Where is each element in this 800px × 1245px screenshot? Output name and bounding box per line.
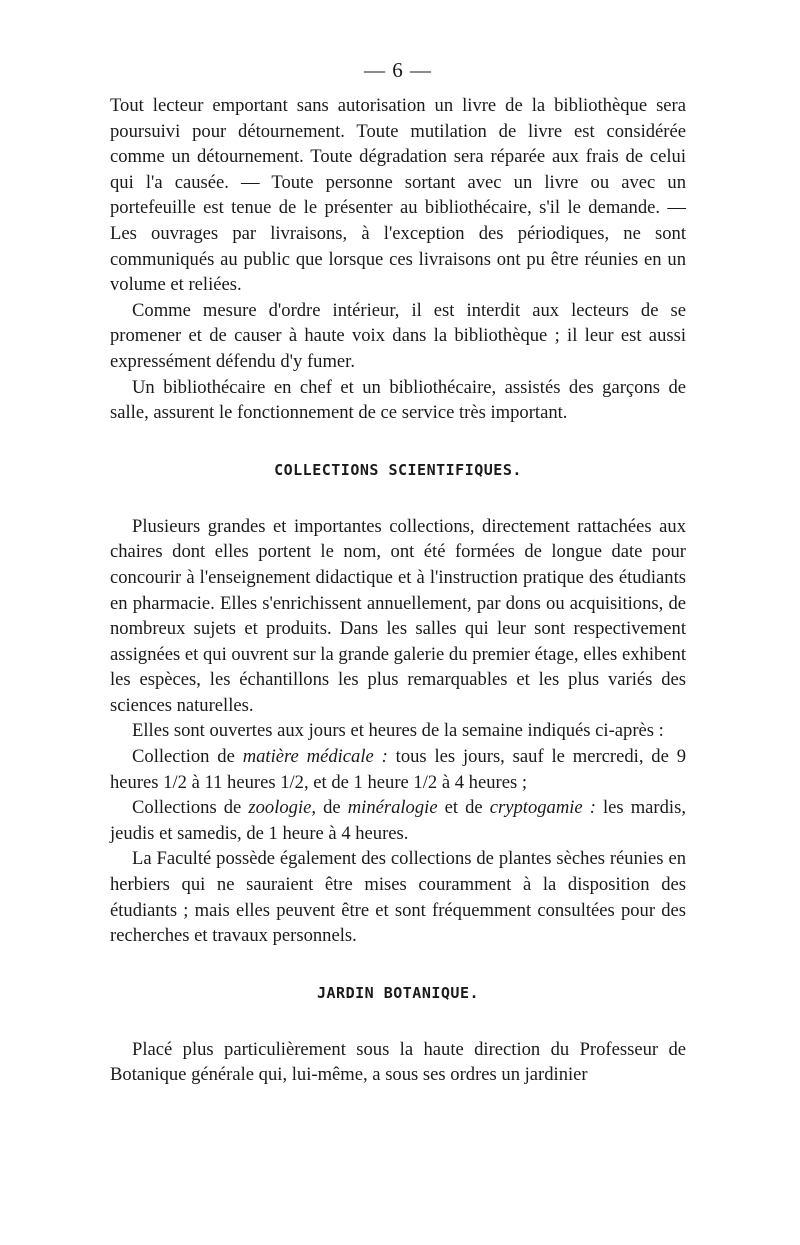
collections-intro-paragraph: Plusieurs grandes et importantes collections, directement rattachées aux chaires dont elles portent le nom, ont été formées de longue date pour concourir à l'enseignement didactique et à l'instruction pratique des étudiants en pharmacie. Elles s'enrichissent annuellement, par dons ou acquisitions, de nombreux sujets et produits. Dans les salles qui leur sont respectivement assignées et qui ouvrent sur la grande galerie du premier étage, elles exhibent les espèces, les échantillons les plus remarquables et les plus variés des sciences naturelles. — [110, 515, 686, 716]
text-run: Collection de — [132, 746, 243, 768]
library-rules-paragraph: Tout lecteur emportant sans autorisation un livre de la bibliothèque sera poursuivi pour détournement. Toute mutilation de livre est considérée comme un détournement. Toute dégradation sera réparée aux frais de celui qui l'a causée. — Toute personne sortant avec un livre ou avec un portefeuille est tenue de le présenter au bibliothécaire, s'il le demande. — Les ouvrages par livraisons, à l'exception des périodiques, ne sont communiqués au public que lorsque ces livraisons ont pu être réunies en un volume et reliées. — [110, 95, 686, 296]
document-page — [110, 58, 686, 1088]
page-number: — 6 — — [364, 58, 432, 82]
collections-herbarium-paragraph: La Faculté possède également des collections de plantes sèches réunies en herbiers qui ne sauraient être mises couramment à la disposition des étudiants ; mais elles peuvent être et sont fréquemment consultées pour des recherches et travaux personnels. — [110, 848, 686, 947]
section-heading-jardin: JARDIN BOTANIQUE. — [316, 983, 480, 1002]
text-run: tous les jours, sauf le mercredi, de 9 heures 1/2 à 11 heures 1/2, et de 1 heure 1/2 à 4 heures ; — [110, 746, 686, 793]
italic-term-cryptogamie: cryptogamie : — [489, 797, 596, 819]
collections-materia-medica-paragraph — [110, 744, 686, 795]
text-run: de — [316, 797, 348, 819]
text-run: et de — [437, 797, 490, 819]
collections-hours-intro-paragraph: Elles sont ouvertes aux jours et heures de la semaine indiqués ci-après : — [132, 720, 664, 742]
jardin-intro-paragraph: Placé plus particulièrement sous la haute direction du Professeur de Botanique générale qui, lui-même, a sous ses ordres un jardinier — [110, 1038, 686, 1086]
text-run: Collections de — [132, 797, 249, 819]
italic-term-mineralogie: minéralogie — [347, 797, 438, 819]
library-conduct-paragraph: Comme mesure d'ordre intérieur, il est interdit aux lecteurs de se promener et de causer à haute voix dans la bibliothèque ; il leur est aussi expressément défendu d'y fumer. — [110, 299, 686, 372]
text-run: les mardis, jeudis et samedis, de 1 heure à 4 heures. — [110, 797, 686, 844]
collections-zoology-paragraph — [110, 795, 686, 846]
italic-term-matiere-medicale: matière médicale : — [242, 746, 388, 768]
section-heading-collections: COLLECTIONS SCIENTIFIQUES. — [274, 460, 522, 479]
italic-term-zoologie: zoologie, — [248, 797, 317, 819]
library-staff-paragraph: Un bibliothécaire en chef et un bibliothécaire, assistés des garçons de salle, assurent le fonctionnement de ce service très important. — [110, 376, 686, 424]
